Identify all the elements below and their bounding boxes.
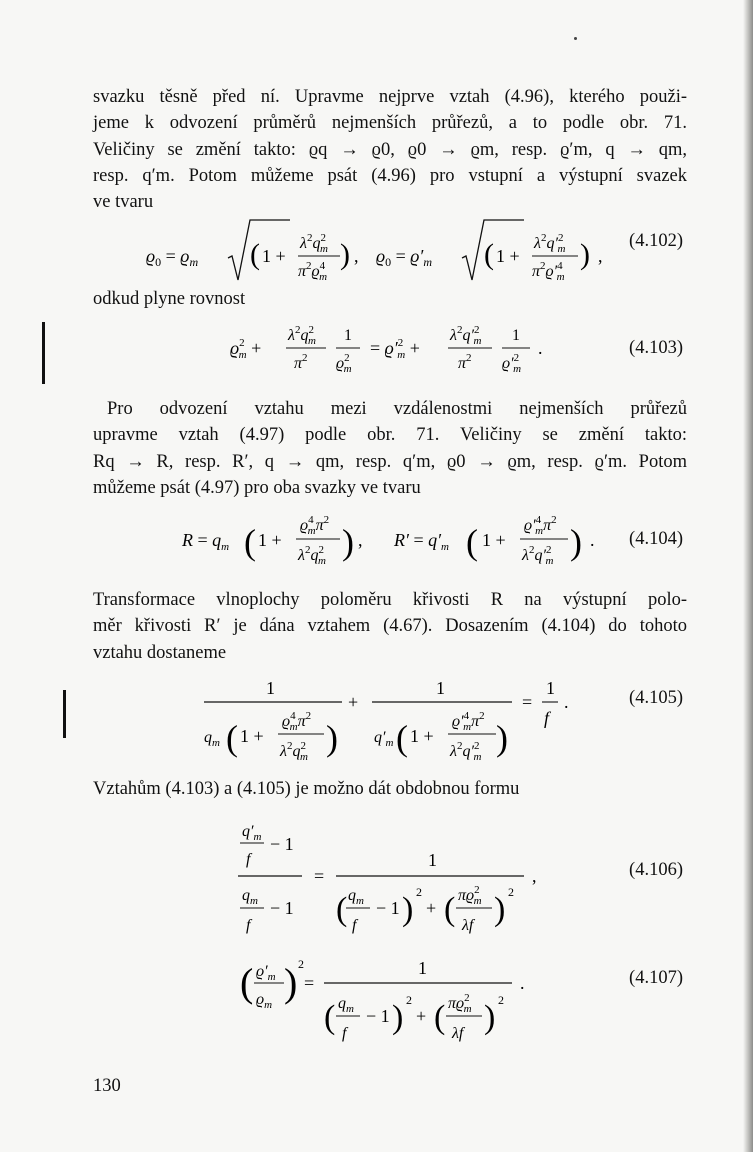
svg-text:R′ = q′m: $R' = q'_m$ xyxy=(394,530,449,553)
paragraph-4 xyxy=(93,587,687,666)
equation-4-104 xyxy=(180,508,620,580)
svg-text:1: 1 xyxy=(266,678,275,698)
svg-text:− 1: − 1 xyxy=(376,898,400,918)
equation-number: (4.107) xyxy=(629,968,683,988)
svg-text:π2ϱ4m: $\pi^2ϱ^4$ m xyxy=(298,260,328,283)
svg-text:(: ( xyxy=(324,999,336,1036)
paragraph-2 xyxy=(93,286,687,312)
svg-text:+: + xyxy=(426,898,437,918)
text-line: svazku těsně před ní. Upravme nejprve vztah (4.96), kterého použi- xyxy=(93,87,687,107)
svg-text:): ) xyxy=(494,891,506,928)
paragraph-3 xyxy=(93,396,687,501)
equation-number: (4.103) xyxy=(629,338,683,358)
svg-text:ϱ0 = ϱm: $ϱ_0 = ϱ_m$ xyxy=(146,246,199,269)
svg-text:(: ( xyxy=(240,960,254,1005)
svg-text:1: 1 xyxy=(512,327,520,344)
svg-text:): ) xyxy=(392,999,404,1036)
svg-text:(: ( xyxy=(396,718,408,758)
svg-text:): ) xyxy=(402,891,414,928)
svg-text:1 +: 1 + xyxy=(240,726,264,746)
svg-text:1 +: 1 + xyxy=(258,530,282,550)
svg-text:f: f xyxy=(246,851,251,868)
text-line: odkud plyne rovnost xyxy=(93,289,246,309)
page-edge-shadow xyxy=(743,0,753,1152)
svg-text:ϱ4mπ2: $ϱ^4$ $m\pi^2$ xyxy=(282,710,312,733)
svg-text:1: 1 xyxy=(546,678,555,698)
svg-text:): ) xyxy=(570,522,582,562)
svg-text:,: , xyxy=(598,246,603,266)
svg-text:,: , xyxy=(358,530,363,550)
svg-text:− 1: − 1 xyxy=(366,1006,390,1026)
svg-text:λ2q′2m: $\lambda^2q'^2$ m xyxy=(522,544,554,567)
svg-text:π2: $\pi^2$ xyxy=(294,352,308,372)
svg-text:=: = xyxy=(314,866,325,886)
svg-text:(: ( xyxy=(226,718,238,758)
svg-text:,: , xyxy=(354,246,359,266)
svg-text:): ) xyxy=(340,238,350,271)
svg-text:f: f xyxy=(246,917,251,934)
svg-text:qm: $q_m$ xyxy=(242,887,258,907)
svg-text:λ2q2m: $\lambda^2q^2$ m xyxy=(298,544,326,567)
svg-text:): ) xyxy=(342,522,354,562)
svg-text:(: ( xyxy=(244,522,256,562)
svg-text:π2: $\pi^2$ xyxy=(458,352,472,372)
svg-text:ϱ′4mπ2: $ϱ'^4$ $m\pi^2$ xyxy=(524,514,557,537)
svg-text:λ2q2m: $\lambda^2q^2$ m xyxy=(300,232,328,255)
paper-speck xyxy=(574,37,577,40)
svg-text:1 +: 1 + xyxy=(410,726,434,746)
svg-text:π2ϱ′4m: $\pi^2ϱ'^4$ m xyxy=(532,260,565,283)
svg-text:ϱ′4mπ2: $ϱ'^4$ $m\pi^2$ xyxy=(452,710,485,733)
svg-text:λ2q′2m: $\lambda^2q'^2$ m xyxy=(450,740,482,763)
svg-text:): ) xyxy=(326,718,338,758)
svg-text:ϱ2m +: $ϱ^2$ m + xyxy=(230,337,262,361)
svg-text:2: 2 xyxy=(416,885,422,899)
svg-text:(: ( xyxy=(336,891,348,928)
svg-text:λf: λf xyxy=(462,917,474,934)
svg-text:λ2q′2m: $\lambda^2q'^2$ m xyxy=(450,324,482,347)
paragraph-1 xyxy=(93,84,687,215)
paragraph-5 xyxy=(93,776,687,802)
svg-text:1: 1 xyxy=(418,958,427,978)
svg-text:1 +: 1 + xyxy=(482,530,506,550)
svg-text:2: 2 xyxy=(298,957,304,971)
text-line: Transformace vlnoplochy poloměru křivosti R na výstupní polo- xyxy=(93,590,687,610)
svg-text:πϱ2m: $\pi ϱ^2$ m xyxy=(458,884,482,907)
svg-text:λ2q2m: $\lambda^2q^2$ m xyxy=(288,324,316,347)
svg-text:1: 1 xyxy=(344,327,352,344)
svg-text:2: 2 xyxy=(406,993,412,1007)
svg-text:+: + xyxy=(416,1006,427,1026)
text-line: Pro odvození vztahu mezi vzdálenostmi nejmenších průřezů xyxy=(107,399,687,419)
equation-4-107 xyxy=(240,952,560,1048)
svg-text:f: f xyxy=(342,1025,347,1042)
text-line: Veličiny se změní takto: ϱq → ϱ0, ϱ0 → ϱm, resp. ϱ′m, q → qm, xyxy=(93,139,687,160)
svg-text:1 +: 1 + xyxy=(262,246,286,266)
svg-text:(: ( xyxy=(466,522,478,562)
svg-text:ϱ′2m: $ϱ'^2$ m xyxy=(502,352,522,375)
equation-number: (4.105) xyxy=(629,688,683,708)
svg-text:= ϱ′2m +: = $ϱ'^2$ m + xyxy=(370,337,420,361)
svg-text:(: ( xyxy=(434,999,446,1036)
svg-text:f: f xyxy=(544,708,550,728)
svg-text:1: 1 xyxy=(428,850,437,870)
text-line: upravme vztah (4.97) podle obr. 71. Veličiny se změní takto: xyxy=(93,425,687,446)
equation-4-105 xyxy=(196,676,586,768)
svg-text:(: ( xyxy=(444,891,456,928)
svg-text:qm: $q_m$ xyxy=(204,729,220,749)
svg-text:.: . xyxy=(590,530,595,550)
svg-text:f: f xyxy=(352,917,357,934)
svg-text:ϱ′m: $ϱ'_m$ xyxy=(256,963,276,983)
svg-text:λ2q′2m: $\lambda^2q'^2$ m xyxy=(534,232,566,255)
text-line: můžeme psát (4.97) pro oba svazky ve tvaru xyxy=(93,477,421,498)
svg-text:(: ( xyxy=(484,238,494,271)
svg-text:− 1: − 1 xyxy=(270,898,294,918)
svg-text:2: 2 xyxy=(508,885,514,899)
svg-text:.: . xyxy=(538,338,543,358)
svg-text:q′m: $q'_m$ xyxy=(242,823,262,843)
svg-text:qm: $q_m$ xyxy=(348,887,364,907)
svg-text:): ) xyxy=(496,718,508,758)
svg-text:+: + xyxy=(348,692,359,712)
svg-text:1 +: 1 + xyxy=(496,246,520,266)
text-line: měr křivosti R′ je dána vztahem (4.67). Dosazením (4.104) do tohoto xyxy=(93,616,687,637)
equation-4-106 xyxy=(236,816,576,940)
svg-text:ϱm: $ϱ_m$ xyxy=(256,991,273,1011)
equation-number: (4.106) xyxy=(629,860,683,880)
margin-mark xyxy=(63,690,66,738)
svg-text:=: = xyxy=(522,692,533,712)
svg-text:R = qm: $R = q_m$ xyxy=(182,530,230,553)
svg-text:1: 1 xyxy=(436,678,445,698)
text-line: Vztahům (4.103) a (4.105) je možno dát obdobnou formu xyxy=(93,779,520,799)
text-line: jeme k odvození průměrů nejmenších průřezů, a to podle obr. 71. xyxy=(93,113,687,134)
svg-text:πϱ2m: $\pi ϱ^2$ m xyxy=(448,992,472,1015)
text-line: Rq → R, resp. R′, q → qm, resp. q′m, ϱ0 → ϱm, resp. ϱ′m. Potom xyxy=(93,451,687,472)
equation-number: (4.104) xyxy=(629,529,683,549)
svg-text:− 1: − 1 xyxy=(270,834,294,854)
equation-4-102 xyxy=(140,212,610,288)
svg-text:2: 2 xyxy=(498,993,504,1007)
margin-mark xyxy=(42,322,45,384)
svg-text:.: . xyxy=(564,692,569,712)
svg-text:ϱ2m: $ϱ^2$ m xyxy=(336,352,352,375)
svg-text:(: ( xyxy=(250,238,260,271)
svg-text:): ) xyxy=(484,999,496,1036)
svg-text:qm: $q_m$ xyxy=(338,995,354,1015)
text-line: resp. q′m. Potom můžeme psát (4.96) pro vstupní a výstupní svazek xyxy=(93,165,687,186)
svg-text:): ) xyxy=(580,238,590,271)
svg-text:ϱ0 = ϱ′m: $ϱ_0 = ϱ'_m$ xyxy=(376,246,433,269)
svg-text:): ) xyxy=(284,960,298,1005)
svg-text:q′m: $q'_m$ xyxy=(374,729,394,749)
svg-text:λf: λf xyxy=(452,1025,464,1042)
equation-number: (4.102) xyxy=(629,231,683,251)
page-number: 130 xyxy=(93,1076,121,1096)
svg-text:ϱ4mπ2: $ϱ^4$ $m\pi^2$ xyxy=(300,514,330,537)
svg-text:.: . xyxy=(520,973,525,993)
svg-text:=: = xyxy=(304,973,315,993)
equation-4-103 xyxy=(228,320,558,384)
svg-text:,: , xyxy=(532,866,537,886)
svg-text:λ2q2m: $\lambda^2q^2$ m xyxy=(280,740,308,763)
text-line: ve tvaru xyxy=(93,192,154,213)
text-line: vztahu dostaneme xyxy=(93,642,227,663)
